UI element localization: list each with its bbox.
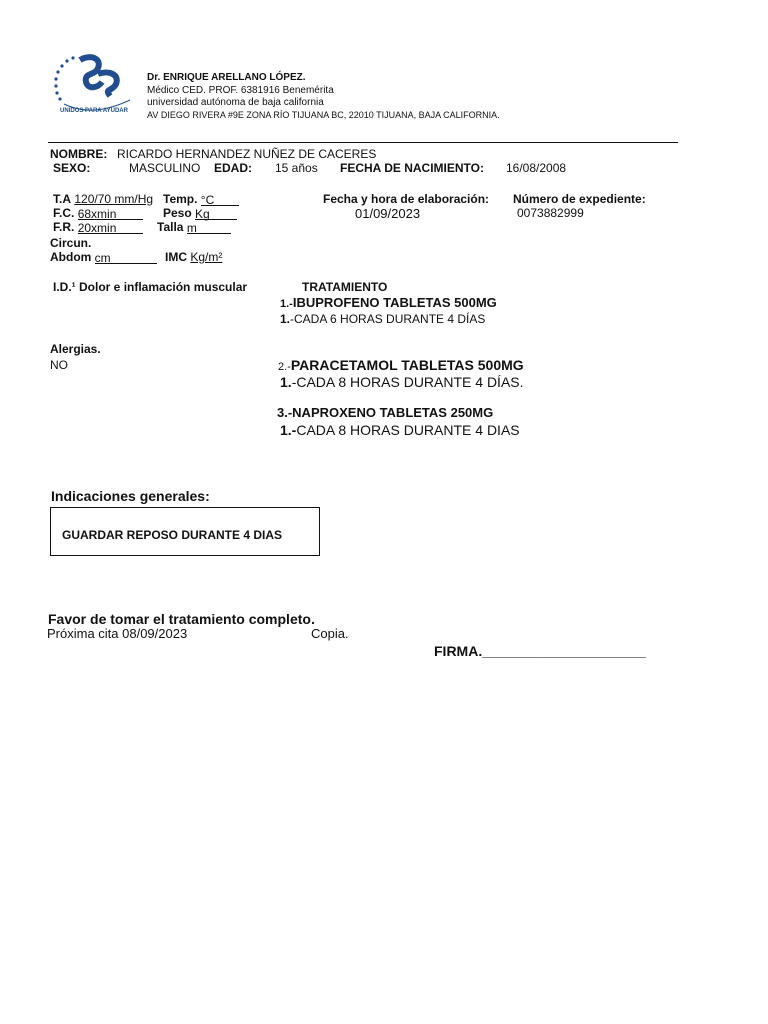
fr-label: F.R. bbox=[53, 220, 75, 234]
logo-ring-text: UNIDOS PARA AYUDAR bbox=[60, 108, 128, 114]
edad-label: EDAD: bbox=[214, 161, 252, 175]
diagnosis-value: Dolor e inflamación muscular bbox=[79, 280, 248, 294]
treatment-item-3-dose bbox=[280, 422, 520, 438]
elaboracion-label: Fecha y hora de elaboración: bbox=[323, 192, 490, 206]
patient-birthdate: 16/08/2008 bbox=[506, 161, 567, 175]
treatment-item-1-dose-num: 1. bbox=[280, 312, 291, 326]
doctor-address: AV DIEGO RIVERA #9E ZONA RÍO TIJUANA BC, 22010 TIJUANA, BAJA CALIFORNIA. bbox=[147, 110, 500, 120]
imc-label: IMC bbox=[165, 250, 187, 264]
circun-label: Circun. bbox=[50, 236, 92, 250]
copia-label: Copia. bbox=[311, 626, 349, 641]
treatment-item-3-num: 3.- bbox=[277, 405, 293, 420]
fc-label: F.C. bbox=[53, 206, 75, 220]
fc-field bbox=[78, 207, 143, 220]
temp-label: Temp. bbox=[163, 192, 198, 206]
treatment-item-1-name: IBUPROFENO TABLETAS 500MG bbox=[292, 295, 497, 310]
treatment-title: TRATAMIENTO bbox=[302, 280, 388, 294]
nombre-label: NOMBRE: bbox=[50, 147, 108, 161]
peso-value: Kg bbox=[195, 207, 210, 221]
doctor-university: universidad autónoma de baja california bbox=[147, 97, 324, 108]
sexo-label: SEXO: bbox=[53, 161, 91, 175]
treatment-item-2-num: 2.- bbox=[278, 361, 291, 373]
patient-name: RICARDO HERNANDEZ NUÑEZ DE CACERES bbox=[117, 147, 377, 161]
abdom-value: cm bbox=[94, 251, 111, 265]
treatment-item-2-name: PARACETAMOL TABLETAS 500MG bbox=[290, 357, 524, 373]
treatment-item-1-dose-text: -CADA 6 HORAS DURANTE 4 DÍAS bbox=[290, 312, 486, 326]
fc-value: 68xmin bbox=[77, 207, 117, 221]
firma-field bbox=[434, 643, 646, 659]
expediente-number: 0073882999 bbox=[517, 206, 584, 220]
fecha-nacimiento-label: FECHA DE NACIMIENTO: bbox=[340, 161, 484, 175]
imc-value: Kg/m² bbox=[190, 250, 223, 264]
indicaciones-box bbox=[50, 507, 320, 556]
abdom-label: Abdom bbox=[50, 250, 92, 264]
ta-value: 120/70 mm/Hg bbox=[74, 192, 154, 206]
tratamiento-completo-note: Favor de tomar el tratamiento completo. bbox=[48, 611, 315, 627]
peso-field bbox=[195, 207, 237, 220]
alergias-value: NO bbox=[50, 358, 68, 372]
treatment-item-2-dose bbox=[280, 374, 524, 390]
treatment-item-2-drug bbox=[278, 357, 524, 373]
talla-field bbox=[187, 221, 231, 234]
treatment-item-2-dose-num: 1. bbox=[280, 374, 292, 390]
elaboracion-date: 01/09/2023 bbox=[355, 206, 421, 221]
fr-value: 20xmin bbox=[77, 221, 117, 235]
treatment-item-1-drug bbox=[280, 295, 497, 310]
alergias-label: Alergias. bbox=[50, 342, 101, 356]
treatment-item-1-dose bbox=[280, 312, 485, 326]
treatment-item-3-name: NAPROXENO TABLETAS 250MG bbox=[292, 405, 494, 420]
doctor-name: Dr. ENRIQUE ARELLANO LÓPEZ. bbox=[147, 72, 306, 83]
peso-label: Peso bbox=[163, 206, 192, 220]
treatment-item-3-drug bbox=[277, 405, 493, 420]
indicaciones-value: GUARDAR REPOSO DURANTE 4 DIAS bbox=[62, 528, 283, 542]
doctor-credentials: Médico CED. PROF. 6381916 Benemérita bbox=[147, 85, 334, 96]
talla-label: Talla bbox=[157, 220, 184, 234]
indicaciones-label: Indicaciones generales: bbox=[51, 488, 210, 504]
firma-label: FIRMA. bbox=[434, 643, 483, 659]
temp-value: °C bbox=[200, 193, 215, 207]
firma-line: _____________________ bbox=[482, 643, 646, 659]
abdom-field bbox=[95, 251, 157, 264]
treatment-item-1-num: 1.- bbox=[280, 298, 293, 310]
treatment-item-3-dose-text: CADA 8 HORAS DURANTE 4 DIAS bbox=[296, 422, 520, 438]
treatment-item-3-dose-num: 1.- bbox=[280, 422, 297, 438]
header-divider bbox=[48, 142, 678, 143]
patient-sex: MASCULINO bbox=[129, 161, 201, 175]
patient-age: 15 años bbox=[275, 161, 318, 175]
ta-label: T.A bbox=[53, 192, 71, 206]
treatment-item-2-dose-text: -CADA 8 HORAS DURANTE 4 DÍAS. bbox=[291, 374, 524, 390]
talla-value: m bbox=[186, 221, 197, 235]
expediente-label: Número de expediente: bbox=[513, 192, 646, 206]
diagnosis-label: I.D.¹ bbox=[53, 280, 76, 294]
temp-field bbox=[201, 193, 239, 206]
proxima-cita: Próxima cita 08/09/2023 bbox=[47, 626, 188, 641]
fr-field bbox=[78, 221, 143, 234]
unidos-para-ayudar-logo bbox=[50, 52, 136, 118]
